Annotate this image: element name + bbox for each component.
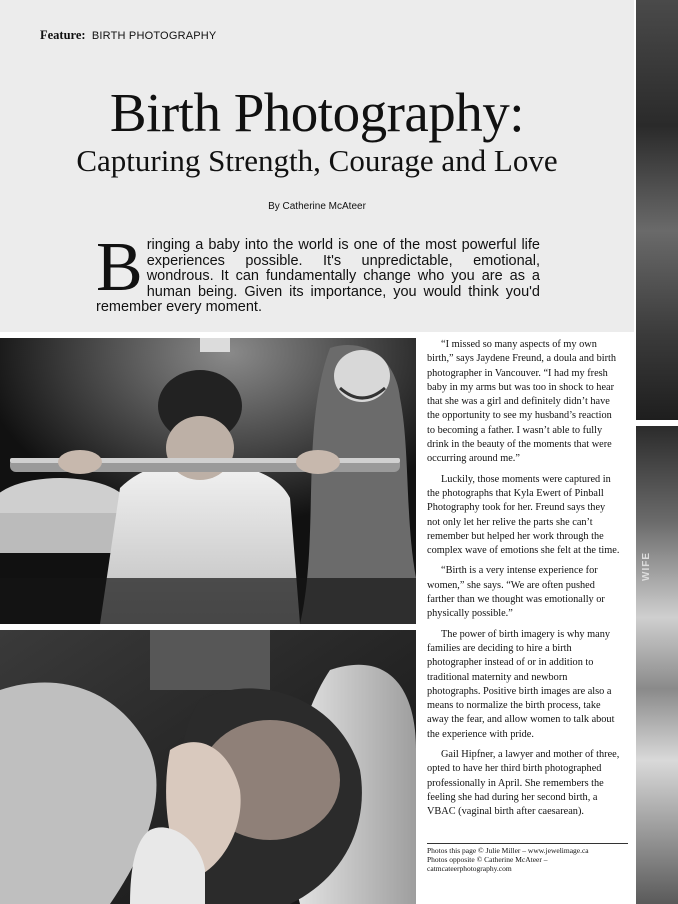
body-paragraph: “I missed so many aspects of my own birth,” says Jaydene Freund, a doula and birth photographer in Vancouver. “I had my fresh baby in my arms but was too in shock to hear that she was a girl and definitely didn’t have the opportunity to see my husband’s reaction to becoming a father. I wasn’t able to fully drink in the beauty of the moments that were occurring around me.” [427, 339, 617, 465]
drop-cap: B [96, 229, 143, 306]
photo-laboring-woman [0, 338, 416, 624]
photo-credits [427, 846, 627, 873]
body-paragraph: Luckily, those moments were captured in the photographs that Kyla Ewert of Pinball Photography took for her. Freund says they not only let her relive the parts she can’t remember but helped her work through the complex wave of emotions she felt at the time. [427, 473, 620, 557]
opposite-page-photo-top [636, 0, 678, 420]
photo-credit-line: Photos opposite © Catherine McAteer – [427, 855, 548, 864]
section-kicker [40, 28, 216, 43]
opposite-page-photo-bottom [636, 426, 678, 904]
body-paragraph: “Birth is a very intense experience for women,” she says. “We are often pushed farther than we thought was emotionally or physically possible.” [427, 565, 605, 620]
body-paragraph: Gail Hipfner, a lawyer and mother of three, opted to have her third birth photographed professionally in April. She remembers the feeling she had during her second birth, a VBAC (vaginal birth after caesarean). [427, 749, 620, 818]
photo-emotional-mother [0, 630, 416, 904]
photo-emotional-mother-image [0, 630, 416, 904]
topic-label: BIRTH PHOTOGRAPHY [91, 30, 217, 42]
article-title: Birth Photography: [109, 82, 525, 143]
byline: By Catherine McAteer [268, 201, 366, 212]
photo-laboring-woman-image [0, 338, 416, 624]
intro-text: ringing a baby into the world is one of the most powerful life experiences possible. It's unpredictable, emotional, wondrous. It can fundamentally change who you are as a human being. Given its importance, you would think you'd remember every moment. [96, 237, 540, 315]
photo-credit-line: catmcateerphotography.com [427, 864, 512, 873]
article-body-column [427, 338, 620, 826]
opposite-page-photo-text: WIFE [641, 552, 652, 581]
feature-label: Feature: [40, 28, 86, 42]
body-paragraph: The power of birth imagery is why many families are deciding to hire a birth photographer instead of or in addition to traditional maternity and newborn photographs. Positive birth images are also a means to normalize the birth process, take away the fear, and allow women to talk about the experience with pride. [427, 628, 615, 740]
credits-divider [427, 843, 628, 844]
article-subtitle: Capturing Strength, Courage and Love [76, 143, 558, 178]
intro-paragraph [96, 229, 540, 316]
photo-credit-line: Photos this page © Julie Miller – www.jewelimage.ca [427, 846, 589, 855]
